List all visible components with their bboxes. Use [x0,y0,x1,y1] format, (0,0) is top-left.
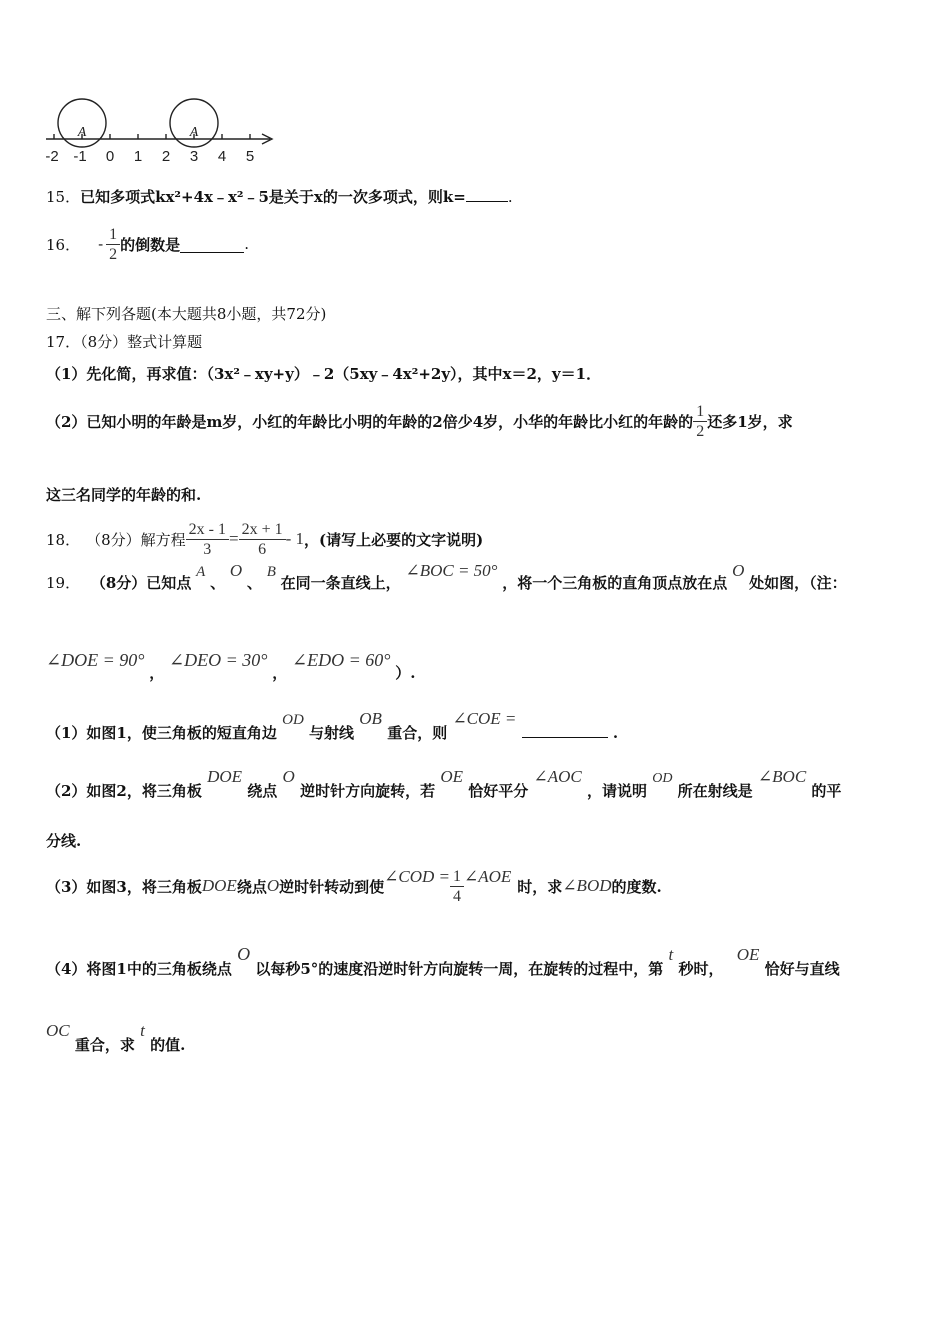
answer-blank[interactable] [466,201,508,202]
point-a-label: A [189,125,199,140]
ray-ob: OB [359,709,382,728]
part-2-text: （2）已知小明的年龄是m岁，小红的年龄比小明的年龄的2倍少4岁，小华的年龄比小红的年龄的 [46,412,694,431]
triangle-doe: DOE [207,767,243,786]
part-text: 所在射线是 [677,782,753,800]
fraction-right: $\frac{2x + 1}{6}$ [239,520,286,559]
tick-label: 3 [189,148,199,165]
tick-label: 2 [161,148,171,165]
point-o: O [229,561,243,580]
separator: 、 [246,574,262,592]
question-text: 已知多项式kx²+4x﹣x²﹣5是关于x的一次多项式，则k= [80,188,466,206]
point-a-label: A [77,125,87,140]
part-text: 时，求 [517,877,563,896]
tick-label: -1 [73,148,87,165]
angle-aoe: ∠AOE [464,867,512,886]
question-17-part-1: （1）先化简，再求值：（3x²﹣xy+y）﹣2（5xy﹣4x²+2y），其中x＝2，y＝1． [46,365,602,383]
angle-coe: ∠COE = [452,709,517,728]
question-19-angles [46,650,416,682]
question-number: 19． [46,574,81,592]
part-text: 绕点 [236,877,267,896]
line-oc: OC [46,1021,70,1040]
point-o: O [282,767,295,786]
question-number: 16． [46,235,81,254]
question-19-part-3 [46,862,662,910]
part-text: 的度数. [611,877,662,896]
question-19-intro [46,561,847,608]
part-text: 重合，求 [74,1036,135,1054]
comma: ， [149,664,165,682]
answer-blank[interactable] [180,252,244,253]
question-19-part-4 [46,944,840,980]
part-2-text: 还多1岁，求 [707,412,793,431]
question-17-part-2 [46,399,793,443]
question-text: ，(请写上必要的文字说明) [304,530,484,549]
question-text: （8分）已知点 [90,574,192,592]
part-text: （2）如图2，将三角板 [46,782,202,800]
question-number: 15． [46,188,81,206]
section-heading: 三、解下列各题(本大题共8小题，共72分) [46,305,327,323]
question-text: 的倒数是 [120,235,181,254]
fraction-one-half: $\frac{1}{2}$ [693,402,707,441]
question-number: 18． [46,530,81,549]
point-o: O [237,944,251,964]
part-text: 绕点 [247,782,278,800]
point-a: A [196,564,206,580]
question-end: . [507,188,513,206]
minus-one: - 1 [285,529,305,548]
question-18 [46,517,483,561]
question-title: （8分）整式计算题 [80,333,203,351]
part-text: 的值. [150,1036,186,1054]
angle-bod: ∠BOD [562,876,612,895]
separator: 、 [210,574,226,592]
question-17-title [46,331,202,352]
ray-od: OD [652,771,673,786]
segment-od: OD [282,712,304,728]
answer-blank[interactable] [522,737,608,738]
question-number: 17． [46,333,81,351]
close-paren: ）. [395,664,416,682]
fraction-one-half: $\frac{1}{2}$ [106,225,120,264]
part-text: 逆时针方向旋转，若 [300,782,436,800]
question-19-part-2 [46,766,841,800]
question-text: （8分）解方程 [86,530,186,549]
number-line-figure [40,90,280,170]
part-text: 逆时针转动到使 [279,877,385,896]
tick-label: 1 [133,148,143,165]
fraction-one-quarter: $\frac{1}{4}$ [450,867,464,906]
question-text: ，将一个三角板的直角顶点放在点 [502,574,728,592]
angle-boc: ∠BOC [757,767,807,786]
part-text: 恰好与直线 [764,960,840,978]
ray-oe: OE [440,767,463,786]
angle-cod: ∠COD = [384,867,450,886]
fraction-left: $\frac{2x - 1}{3}$ [186,520,229,559]
question-19-part-4-cont [46,1020,185,1056]
minus-sign: - [98,235,104,253]
question-17-part-2-cont: 这三名同学的年龄的和. [46,486,202,504]
tick-label: 5 [245,148,255,165]
tick-label: 0 [105,148,115,165]
point-b: B [266,564,276,580]
variable-t: t [140,1021,145,1040]
question-19-part-1 [46,708,618,742]
tick-label: -2 [45,148,59,165]
angle-boc: ∠BOC = 50° [405,561,498,580]
part-text: （1）如图1，使三角板的短直角边 [46,724,277,742]
part-text: 恰好平分 [468,782,529,800]
part-text: 的平 [811,782,842,800]
triangle-doe: DOE [201,876,237,895]
angle-aoc: ∠AOC [533,767,582,786]
angle-edo: ∠EDO = 60° [292,650,391,670]
angle-deo: ∠DEO = 30° [169,650,268,670]
part-text: ，请说明 [586,782,647,800]
part-text: （4）将图1中的三角板绕点 [46,960,232,978]
question-end: . [244,235,249,253]
question-15 [46,186,513,207]
part-text: （3）如图3，将三角板 [46,877,202,896]
part-text: 秒时， [678,960,724,978]
part-text: 重合，则 [387,724,448,742]
question-text: 处如图，（注： [749,574,847,592]
equals-sign: = [228,529,239,548]
point-o: O [732,561,745,580]
angle-doe: ∠DOE = 90° [46,650,145,670]
point-o: O [266,876,280,895]
part-text: 与射线 [309,724,355,742]
question-text: 在同一条直线上， [280,574,401,592]
part-text: 以每秒5°的速度沿逆时针方向旋转一周，在旋转的过程中，第 [255,960,664,978]
question-16 [46,222,249,266]
comma: ， [272,664,288,682]
question-19-part-2-cont: 分线. [46,832,82,850]
part-end: . [612,724,619,742]
variable-t: t [668,945,674,964]
tick-label: 4 [217,148,227,165]
ray-oe: OE [736,945,760,964]
